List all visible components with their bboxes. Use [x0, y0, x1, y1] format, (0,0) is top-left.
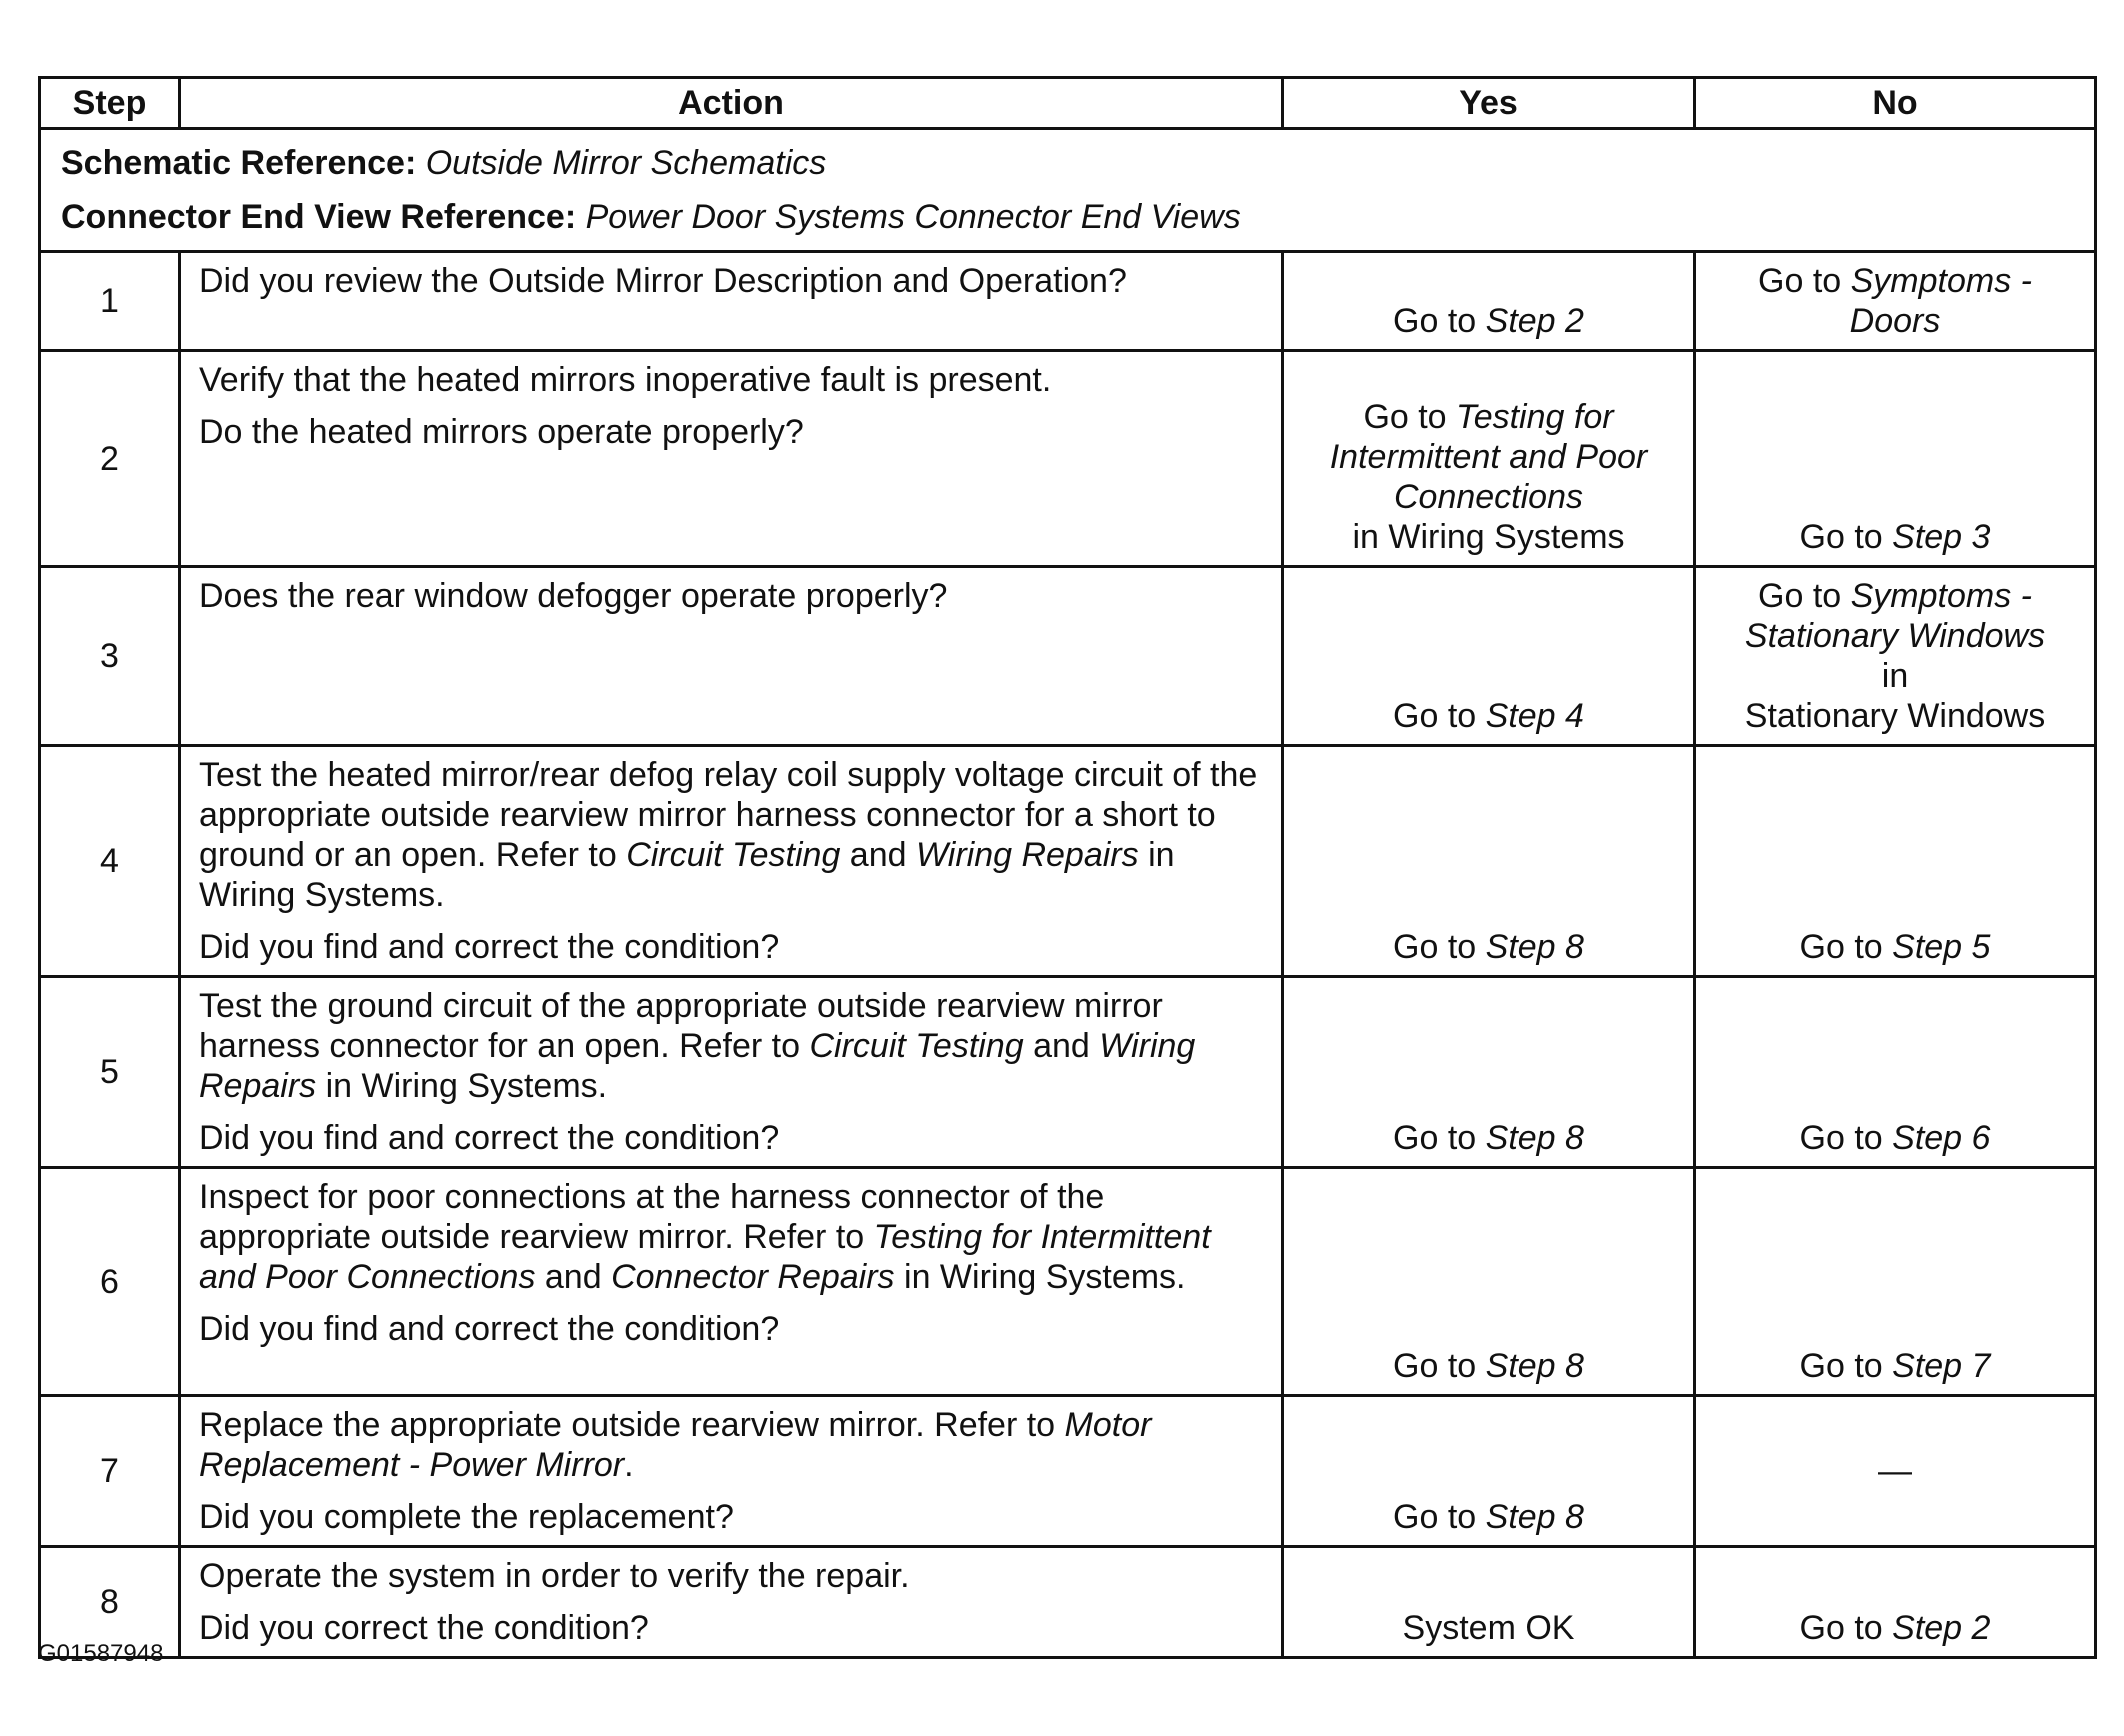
schematic-reference-label: Schematic Reference:	[61, 144, 417, 182]
action-cell	[180, 1168, 1283, 1396]
connector-reference	[61, 190, 2074, 244]
no-result-line	[1706, 1451, 2084, 1491]
action-cell	[180, 1396, 1283, 1547]
step-number: 5	[40, 977, 180, 1168]
text-run: Go to	[1799, 928, 1893, 966]
no-result-cell	[1695, 746, 2096, 977]
table-row	[40, 252, 2096, 351]
text-run: and	[535, 1258, 612, 1296]
text-run: in Wiring Systems.	[199, 836, 1175, 914]
no-result-line	[1706, 517, 2084, 557]
yes-result-line	[1294, 477, 1683, 517]
yes-result-line	[1294, 397, 1683, 437]
yes-result-cell	[1283, 1168, 1695, 1396]
yes-result-line	[1294, 437, 1683, 477]
table-row	[40, 351, 2096, 567]
reference-link-text: Intermittent and Poor	[1329, 438, 1648, 476]
step-number: 4	[40, 746, 180, 977]
reference-link-text: Step 8	[1485, 1119, 1584, 1157]
yes-result-line	[1294, 927, 1683, 967]
text-run: in Wiring Systems.	[316, 1067, 608, 1105]
action-text	[199, 1556, 1263, 1596]
action-question	[199, 1309, 1263, 1349]
yes-result-cell	[1283, 567, 1695, 746]
step-number: 7	[40, 1396, 180, 1547]
yes-result-cell	[1283, 746, 1695, 977]
text-run: Did you find and correct the condition?	[199, 1310, 780, 1348]
yes-result-cell	[1283, 977, 1695, 1168]
reference-link-text: Stationary Windows	[1744, 617, 2046, 655]
header-row	[40, 78, 2096, 129]
table-row	[40, 746, 2096, 977]
action-cell	[180, 351, 1283, 567]
yes-result-line	[1294, 696, 1683, 736]
reference-link-text: Step 2	[1892, 1609, 1991, 1647]
table-row	[40, 1547, 2096, 1658]
no-result-line	[1706, 656, 2084, 696]
text-run: Go to	[1758, 577, 1851, 615]
reference-link-text: Circuit Testing	[809, 1027, 1024, 1065]
no-result-cell	[1695, 1547, 2096, 1658]
reference-link-text: Motor Replacement - Power Mirror	[199, 1406, 1152, 1484]
reference-link-text: Symptoms -	[1850, 262, 2032, 300]
text-run: Go to	[1799, 518, 1893, 556]
no-result-cell	[1695, 351, 2096, 567]
reference-link-text: Doors	[1849, 302, 1941, 340]
table-row	[40, 567, 2096, 746]
reference-link-text: Connections	[1393, 478, 1583, 516]
action-question	[199, 1608, 1263, 1648]
yes-result-cell	[1283, 252, 1695, 351]
no-result-line	[1706, 1608, 2084, 1648]
text-run: Go to	[1363, 398, 1457, 436]
reference-link-text: Step 2	[1485, 302, 1584, 340]
yes-result-line	[1294, 1497, 1683, 1537]
step-number: 8	[40, 1547, 180, 1658]
header-yes: Yes	[1283, 78, 1695, 129]
yes-result-line	[1294, 1118, 1683, 1158]
action-text	[199, 1405, 1263, 1485]
text-run: Go to	[1393, 302, 1486, 340]
text-run: in Wiring Systems.	[894, 1258, 1186, 1296]
reference-link-text: Step 6	[1892, 1119, 1991, 1157]
reference-link-text: Step 7	[1892, 1347, 1991, 1385]
reference-link-text: Symptoms -	[1850, 577, 2032, 615]
action-text	[199, 261, 1263, 301]
no-result-line	[1706, 927, 2084, 967]
action-text	[199, 986, 1263, 1106]
table-row	[40, 1396, 2096, 1547]
action-cell	[180, 746, 1283, 977]
text-run: in	[1881, 657, 1909, 695]
text-run: Replace the appropriate outside rearview mirror. Refer to	[199, 1406, 1065, 1444]
reference-row	[40, 129, 2096, 252]
action-cell	[180, 977, 1283, 1168]
text-run: Did you correct the condition?	[199, 1609, 649, 1647]
reference-link-text: Step 8	[1485, 1347, 1584, 1385]
text-run: Test the ground circuit of the appropriate outside rearview mirror harness connector for an open. Refer to	[199, 987, 1163, 1065]
no-result-cell	[1695, 977, 2096, 1168]
figure-id: G01587948	[38, 1640, 164, 1667]
header-step: Step	[40, 78, 180, 129]
text-run: Verify that the heated mirrors inoperative fault is present.	[199, 361, 1052, 399]
connector-reference-label: Connector End View Reference:	[61, 198, 577, 236]
reference-link-text: Step 4	[1485, 697, 1584, 735]
table-row	[40, 1168, 2096, 1396]
step-number: 2	[40, 351, 180, 567]
reference-link-text: Step 3	[1892, 518, 1991, 556]
action-cell	[180, 252, 1283, 351]
no-result-line	[1706, 301, 2084, 341]
text-run: Go to	[1799, 1119, 1893, 1157]
yes-result-cell	[1283, 1396, 1695, 1547]
action-question	[199, 1497, 1263, 1537]
no-result-line	[1706, 576, 2084, 616]
text-run: System OK	[1402, 1609, 1575, 1647]
text-run: Test the heated mirror/rear defog relay coil supply voltage circuit of the appropriate outside rearview mirror harness connector for a short to ground or an open. Refer to	[199, 756, 1258, 874]
step-number: 3	[40, 567, 180, 746]
text-run: Did you review the Outside Mirror Description and Operation?	[199, 262, 1127, 300]
reference-link-text: Wiring Repairs	[915, 836, 1139, 874]
text-run: Do the heated mirrors operate properly?	[199, 413, 804, 451]
action-text	[199, 755, 1263, 915]
action-text	[199, 576, 1263, 616]
yes-result-cell	[1283, 1547, 1695, 1658]
text-run: Stationary Windows	[1744, 697, 2046, 735]
text-run: Go to	[1393, 928, 1486, 966]
connector-reference-value: Power Door Systems Connector End Views	[585, 198, 1241, 236]
text-run: and	[840, 836, 916, 874]
no-result-line	[1706, 261, 2084, 301]
reference-link-text: Testing for Intermittent and Poor Connections	[199, 1218, 1211, 1296]
no-result-line	[1706, 1346, 2084, 1386]
text-run: Go to	[1393, 1498, 1486, 1536]
text-run: Does the rear window defogger operate properly?	[199, 577, 948, 615]
yes-result-line	[1294, 517, 1683, 557]
no-result-cell	[1695, 1168, 2096, 1396]
schematic-reference-value: Outside Mirror Schematics	[425, 144, 827, 182]
yes-result-line	[1294, 1346, 1683, 1386]
text-run: Did you complete the replacement?	[199, 1498, 734, 1536]
text-run: Go to	[1758, 262, 1851, 300]
action-question	[199, 1118, 1263, 1158]
reference-link-text: Step 8	[1485, 928, 1584, 966]
action-cell	[180, 567, 1283, 746]
no-result-cell	[1695, 252, 2096, 351]
action-text	[199, 1177, 1263, 1297]
header-action: Action	[180, 78, 1283, 129]
reference-link-text: Step 5	[1892, 928, 1991, 966]
table-row	[40, 977, 2096, 1168]
schematic-reference	[61, 136, 2074, 190]
no-result-line	[1706, 616, 2084, 656]
no-result-line	[1706, 1118, 2084, 1158]
action-text	[199, 360, 1263, 400]
reference-link-text: Connector Repairs	[611, 1258, 895, 1296]
action-cell	[180, 1547, 1283, 1658]
text-run: Operate the system in order to verify the repair.	[199, 1557, 910, 1595]
yes-result-line	[1294, 1608, 1683, 1648]
diagnostic-table	[38, 76, 2097, 1659]
text-run: Inspect for poor connections at the harness connector of the appropriate outside rearview mirror. Refer to	[199, 1178, 1105, 1256]
no-result-cell	[1695, 1396, 2096, 1547]
text-run: Go to	[1393, 697, 1486, 735]
text-run: —	[1878, 1452, 1912, 1490]
action-question	[199, 412, 1263, 452]
text-run: Go to	[1799, 1347, 1893, 1385]
text-run: Did you find and correct the condition?	[199, 928, 780, 966]
step-number: 1	[40, 252, 180, 351]
text-run: and	[1023, 1027, 1100, 1065]
text-run: Did you find and correct the condition?	[199, 1119, 780, 1157]
text-run: Go to	[1393, 1347, 1486, 1385]
reference-link-text: Testing for	[1456, 398, 1614, 436]
text-run: .	[624, 1446, 634, 1484]
step-number: 6	[40, 1168, 180, 1396]
header-no: No	[1695, 78, 2096, 129]
text-run: Go to	[1799, 1609, 1893, 1647]
reference-cell	[40, 129, 2096, 252]
yes-result-line	[1294, 301, 1683, 341]
reference-link-text: Circuit Testing	[626, 836, 841, 874]
text-run: in Wiring Systems	[1352, 518, 1625, 556]
text-run: Go to	[1393, 1119, 1486, 1157]
table-body	[40, 129, 2096, 1658]
reference-link-text: Wiring Repairs	[199, 1027, 1196, 1105]
no-result-line	[1706, 696, 2084, 736]
action-question	[199, 927, 1263, 967]
no-result-cell	[1695, 567, 2096, 746]
reference-link-text: Step 8	[1485, 1498, 1584, 1536]
yes-result-cell	[1283, 351, 1695, 567]
